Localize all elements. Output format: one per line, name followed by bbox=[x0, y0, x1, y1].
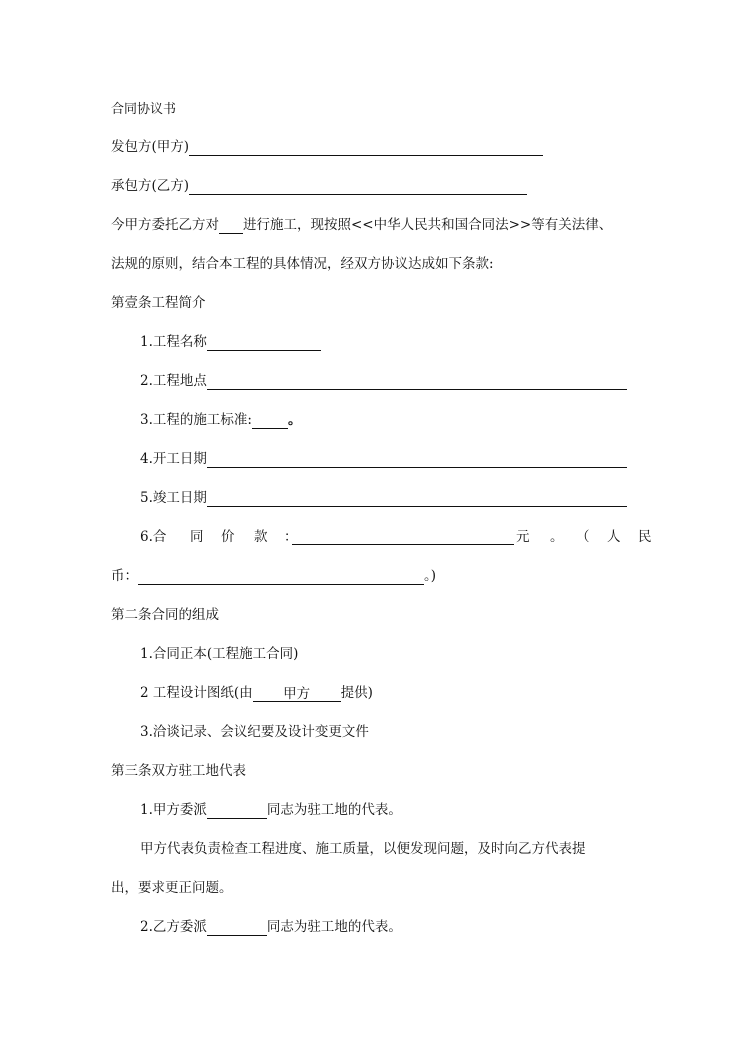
party-b-rep-blank[interactable] bbox=[207, 919, 267, 936]
rmb-line bbox=[111, 567, 436, 585]
start-date-blank[interactable] bbox=[207, 451, 627, 468]
item-6-min: 民 bbox=[638, 529, 652, 545]
rep-2-label: 2.乙方委派 bbox=[140, 919, 207, 935]
item-1-label: 1.工程名称 bbox=[140, 334, 207, 350]
project-location-blank[interactable] bbox=[207, 373, 627, 390]
party-a-rep-blank[interactable] bbox=[207, 802, 267, 819]
item-2-line bbox=[140, 372, 627, 390]
component-1: 1.合同正本(工程施工合同) bbox=[140, 646, 299, 662]
rmb-label: 币： bbox=[111, 568, 138, 584]
component-2-label: 2 工程设计图纸(由 bbox=[140, 685, 253, 701]
item-5-label: 5.竣工日期 bbox=[140, 490, 207, 506]
item-1-line bbox=[140, 333, 321, 351]
contract-price-blank[interactable] bbox=[292, 528, 514, 545]
item-6-period: 。 bbox=[550, 529, 564, 545]
item-6-yuan: 元 bbox=[516, 529, 530, 545]
item-6-paren: （ bbox=[576, 529, 590, 545]
component-2-end: 提供) bbox=[340, 685, 373, 701]
article-2-heading: 第二条合同的组成 bbox=[111, 607, 219, 623]
intro-line-2: 法规的原则，结合本工程的具体情况，经双方协议达成如下条款: bbox=[111, 256, 494, 272]
item-4-label: 4.开工日期 bbox=[140, 451, 207, 467]
item-3-line bbox=[140, 411, 301, 429]
intro-text-1a: 今甲方委托乙方对 bbox=[111, 217, 219, 233]
rep-2-end: 同志为驻工地的代表。 bbox=[266, 919, 402, 935]
item-5-line bbox=[140, 489, 627, 507]
rep-1-desc-1: 甲方代表负责检查工程进度、施工质量，以便发现问题，及时向乙方代表提 bbox=[140, 841, 586, 857]
article-1-heading: 第壹条工程简介 bbox=[111, 295, 206, 311]
rep-1-label: 1.甲方委派 bbox=[140, 802, 207, 818]
item-3-label: 3.工程的施工标准: bbox=[140, 412, 252, 428]
item-3-period: 。 bbox=[287, 412, 302, 428]
project-name-blank[interactable] bbox=[207, 334, 321, 351]
project-blank[interactable] bbox=[219, 217, 243, 234]
rep-1-end: 同志为驻工地的代表。 bbox=[266, 802, 402, 818]
provider-value: 甲方 bbox=[283, 686, 311, 702]
completion-date-blank[interactable] bbox=[207, 490, 627, 507]
component-3: 3.洽谈记录、会议纪要及设计变更文件 bbox=[140, 724, 369, 740]
rmb-end: 。) bbox=[424, 568, 437, 584]
item-6-colon: ： bbox=[284, 529, 298, 545]
article-3-heading: 第三条双方驻工地代表 bbox=[111, 763, 246, 779]
rmb-amount-blank[interactable] bbox=[138, 568, 424, 585]
intro-text-1b: 进行施工，现按照<<中华人民共和国合同法>>等有关法律、 bbox=[243, 217, 613, 233]
party-b-label: 承包方(乙方) bbox=[111, 178, 190, 194]
item-2-label: 2.工程地点 bbox=[140, 373, 207, 389]
provider-field[interactable] bbox=[253, 685, 341, 702]
item-6-label-a: 6.合 bbox=[140, 529, 167, 545]
rep-1-desc-2: 出，要求更正问题。 bbox=[111, 880, 233, 896]
component-2-line bbox=[140, 684, 373, 702]
intro-line-1 bbox=[111, 216, 612, 234]
standard-blank[interactable] bbox=[252, 412, 288, 429]
party-a-blank[interactable] bbox=[189, 139, 543, 156]
item-6-label-c: 价 bbox=[221, 529, 235, 545]
rep-1-line bbox=[140, 801, 402, 819]
rep-2-line bbox=[140, 918, 402, 936]
party-b-blank[interactable] bbox=[189, 178, 527, 195]
document-title: 合同协议书 bbox=[111, 102, 177, 117]
item-6-ren: 人 bbox=[607, 529, 621, 545]
party-a-line bbox=[111, 138, 543, 156]
party-b-line bbox=[111, 177, 527, 195]
item-6-label-d: 款 bbox=[254, 529, 268, 545]
item-4-line bbox=[140, 450, 627, 468]
item-6-label-b: 同 bbox=[190, 529, 204, 545]
party-a-label: 发包方(甲方) bbox=[111, 139, 190, 155]
